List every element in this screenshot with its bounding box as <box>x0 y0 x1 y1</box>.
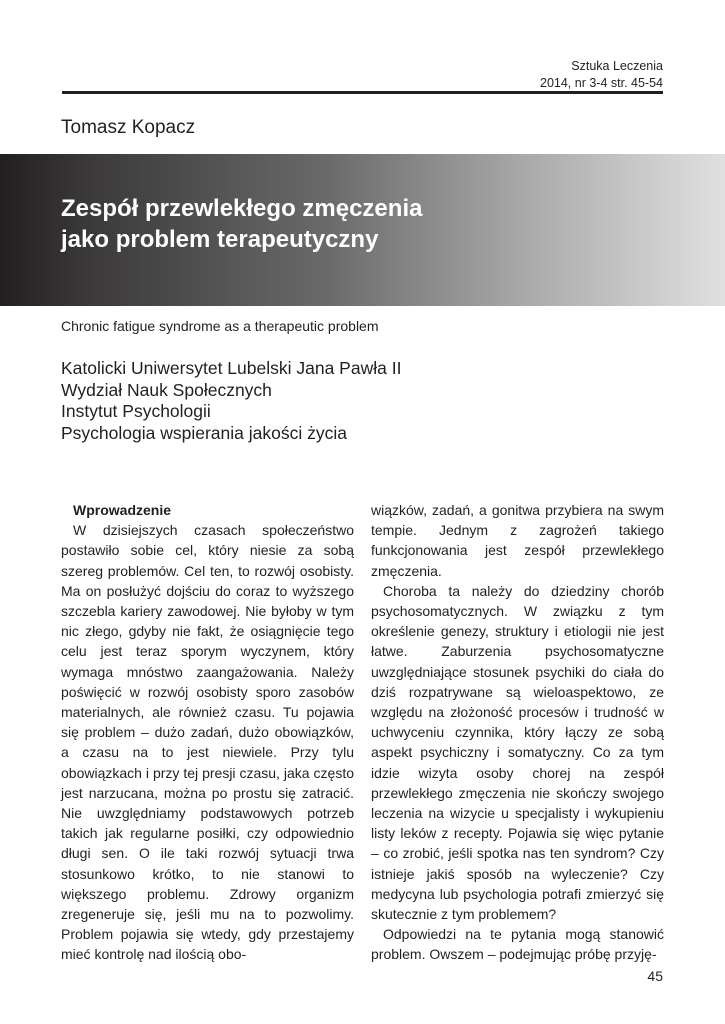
paragraph-answers: Odpowiedzi na te pytania mogą stanowić problem. Owszem – podejmując próbę przyję- <box>371 926 664 963</box>
journal-header <box>540 58 663 92</box>
affiliation-university: Katolicki Uniwersytet Lubelski Jana Pawła II <box>61 358 402 378</box>
page-number: 45 <box>647 968 663 984</box>
paragraph-continuation: wiązków, zadań, a gonitwa przybiera na swym tempie. Jednym z zagrożeń takiego funkcjonowania jest zespół przewlekłego zmęczenia. <box>371 502 664 579</box>
paragraph-psychosomatic: Choroba ta należy do dziedziny chorób psychosomatycznych. W związku z tym określenie genezy, struktury i etiologii nie jest łatwe. Zaburzenia psychosomatyczne uwzględniające stosunek psychiki do ciała do dziś rozpatrywane są wieloaspektowo, ze względu na złożoność procesów i trudność w uchwyceniu czynnika, który łączy ze sobą aspekt psychiczny i somatyczny. Co za tym idzie wizyta osoby chorej na zespół przewlekłego zmęczenia nie skończy swojego leczenia na wizycie u specjalisty i wykupieniu listy leków z recepty. Pojawia się więc pytanie – co zrobić, jeśli spotka nas ten syndrom? Czy istnieje jakiś sposób na wyleczenie? Czy medycyna lub psychologia potrafi zmierzyć się skutecznie z tym problemem? <box>371 582 664 923</box>
right-column <box>371 500 664 965</box>
english-subtitle: Chronic fatigue syndrome as a therapeutic problem <box>61 318 379 334</box>
author-name: Tomasz Kopacz <box>61 117 196 138</box>
affiliation-program: Psychologia wspierania jakości życia <box>61 422 347 443</box>
title-line-1: Zespół przewlekłego zmęczenia <box>61 195 423 222</box>
title-line-2: jako problem terapeutyczny <box>61 226 379 253</box>
journal-issue: 2014, nr 3-4 str. 45-54 <box>540 76 663 90</box>
affiliation-institute: Instytut Psychologii <box>61 401 211 421</box>
affiliation-faculty: Wydział Nauk Społecznych <box>61 379 272 400</box>
intro-paragraph: W dzisiejszych czasach społeczeństwo postawiło sobie cel, który niesie za sobą szereg problemów. Cel ten, to rozwój osobisty. Ma on posłużyć dojściu do coraz to wyższego szczebla kariery zawodowej. Nie byłoby w tym nic złego, gdyby nie fakt, że osiągnięcie tego celu jest teraz sporym wyczynem, który wymaga mnóstwo zaangażowania. Należy poświęcić w rozwój osobisty sporo zasobów materialnych, ale również czasu. Tu pojawia się problem – dużo zadań, dużo obowiązków, a czasu na to jest niewiele. Przy tylu obowiązkach i przy tej presji czasu, jaka często jest narzucana, można po prostu się zatracić. Nie uwzględniamy podstawowych potrzeb takich jak regularne posiłki, czy odpowiednio długi sen. O ile taki rozwój sytuacji trwa stosunkowo krótko, to nie stanowi to większego problemu. Zdrowy organizm zregeneruje się, jeśli mu na to pozwolimy. Problem pojawia się wtedy, gdy przestajemy mieć kontrolę nad ilością obo- <box>61 522 354 963</box>
left-column <box>61 500 354 965</box>
affiliation <box>61 358 401 444</box>
header-rule <box>62 91 663 94</box>
article-title <box>61 193 422 255</box>
journal-name: Sztuka Leczenia <box>571 59 663 73</box>
section-heading: Wprowadzenie <box>73 502 172 518</box>
